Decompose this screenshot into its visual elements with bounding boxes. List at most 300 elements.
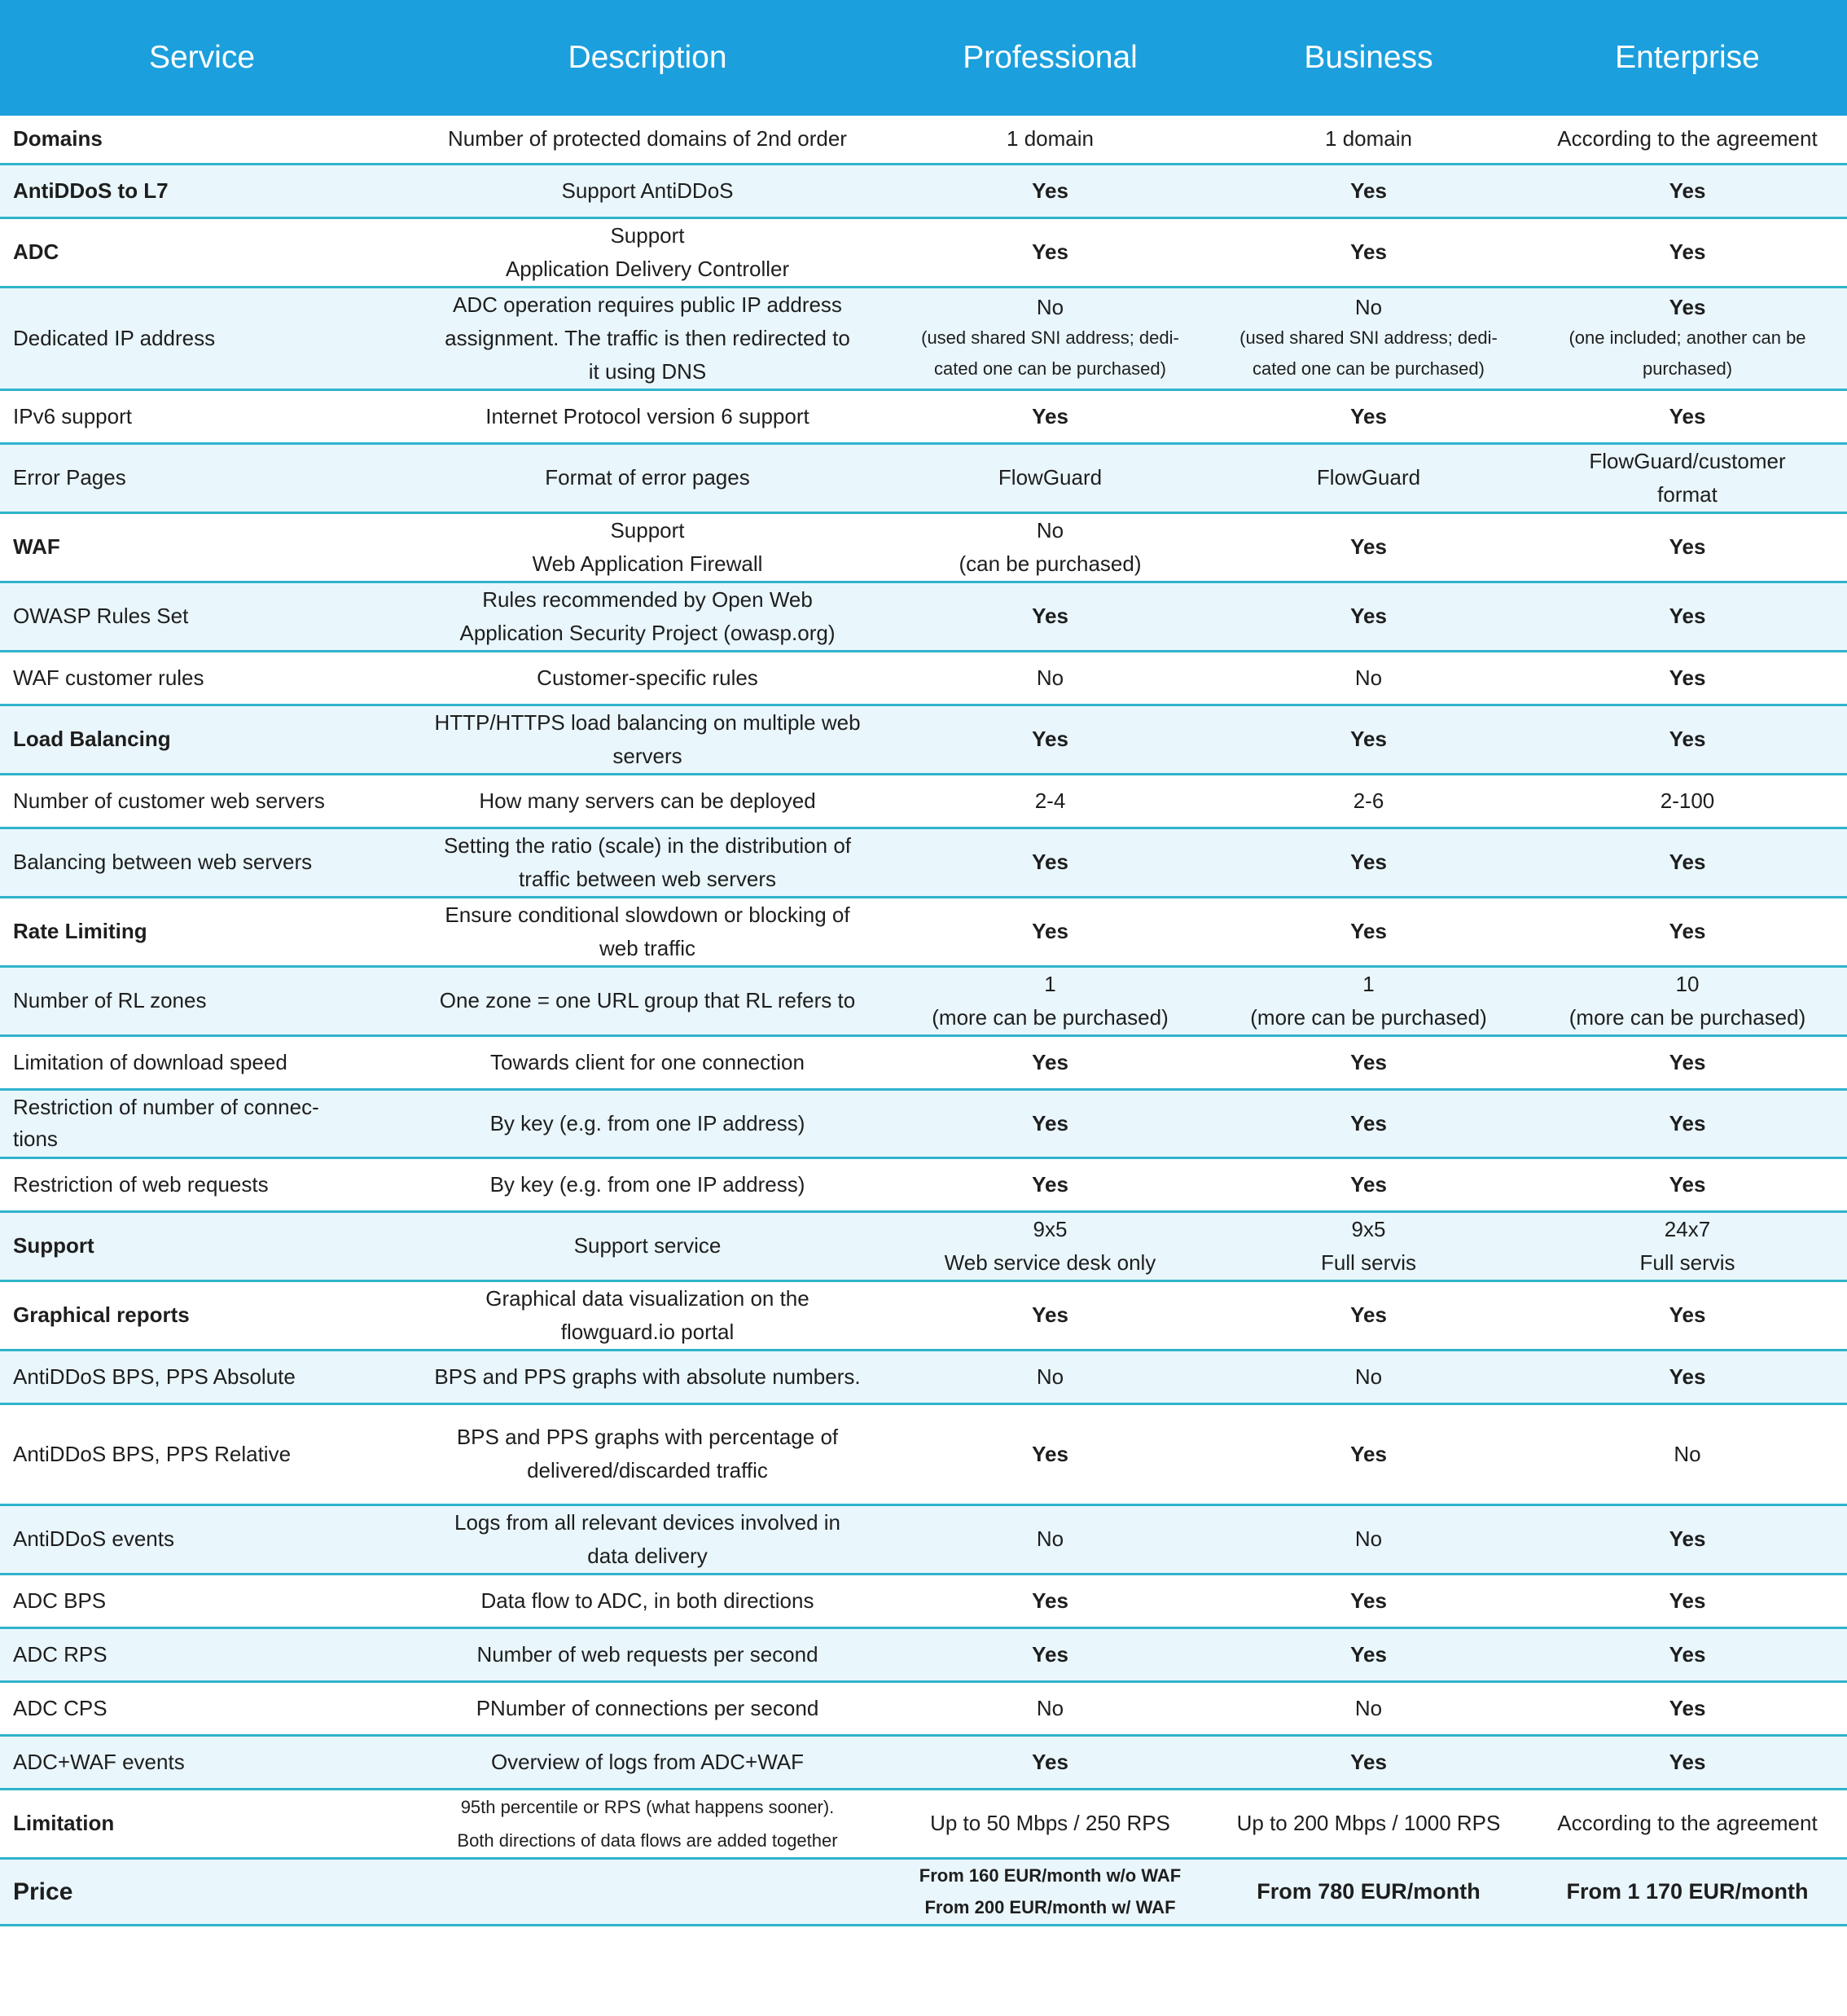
professional-price-line: From 200 EUR/month w/ WAF <box>924 1897 1176 1917</box>
description-cell <box>404 512 891 582</box>
description-line: Application Security Project (owasp.org) <box>459 620 836 645</box>
description-line: BPS and PPS graphs with percentage of <box>456 1425 839 1449</box>
description-cell <box>404 966 891 1035</box>
table-header <box>0 0 1847 116</box>
professional-value: Yes <box>1032 919 1068 943</box>
professional-cell <box>891 1504 1209 1574</box>
description-cell <box>404 217 891 287</box>
enterprise-cell <box>1528 512 1847 582</box>
enterprise-note: purchased) <box>1642 358 1733 379</box>
professional-value: Yes <box>1032 1302 1068 1327</box>
description-line: flowguard.io portal <box>560 1319 735 1344</box>
enterprise-cell <box>1528 1627 1847 1681</box>
service-cell: Error Pages <box>0 443 404 512</box>
description-line: assignment. The traffic is then redirected to <box>445 325 850 350</box>
professional-value: Up to 50 Mbps / 250 RPS <box>930 1811 1170 1835</box>
description-line: Support service <box>573 1233 722 1258</box>
description-line: data delivery <box>587 1543 708 1568</box>
professional-cell <box>891 1681 1209 1735</box>
price-description <box>404 1858 891 1925</box>
table-row <box>0 1627 1847 1681</box>
enterprise-note: (more can be purchased) <box>1568 1004 1806 1030</box>
professional-cell <box>891 1789 1209 1858</box>
service-cell: AntiDDoS events <box>0 1504 404 1574</box>
description-line: One zone = one URL group that RL refers to <box>439 988 856 1012</box>
business-cell <box>1209 1627 1528 1681</box>
description-line: Overview of logs from ADC+WAF <box>490 1749 805 1774</box>
business-value: Yes <box>1350 403 1387 428</box>
service-cell: Number of customer web servers <box>0 774 404 828</box>
professional-value: No <box>1036 295 1064 319</box>
business-cell <box>1209 1089 1528 1157</box>
enterprise-value: Yes <box>1669 1526 1706 1551</box>
enterprise-value: Yes <box>1669 850 1706 874</box>
description-cell <box>404 1789 891 1858</box>
enterprise-note: format <box>1657 481 1718 507</box>
table-row <box>0 1350 1847 1403</box>
enterprise-value: Yes <box>1669 604 1706 628</box>
professional-cell <box>891 287 1209 389</box>
service-cell: AntiDDoS BPS, PPS Absolute <box>0 1350 404 1403</box>
header-enterprise: Enterprise <box>1528 0 1847 116</box>
description-cell <box>404 164 891 217</box>
table-row <box>0 1211 1847 1280</box>
service-cell: ADC CPS <box>0 1681 404 1735</box>
description-line: web traffic <box>599 935 695 960</box>
enterprise-cell <box>1528 389 1847 443</box>
description-cell <box>404 1211 891 1280</box>
business-value: Yes <box>1350 727 1387 751</box>
service-cell: Domains <box>0 116 404 164</box>
table-row <box>0 1504 1847 1574</box>
business-value: No <box>1354 295 1383 319</box>
header-row <box>0 0 1847 116</box>
table-row <box>0 287 1847 389</box>
enterprise-value: Yes <box>1669 403 1706 428</box>
enterprise-value: Yes <box>1669 239 1706 264</box>
description-line: Rules recommended by Open Web <box>482 586 813 612</box>
table-row <box>0 164 1847 217</box>
description-line: Graphical data visualization on the <box>485 1285 809 1311</box>
description-line: How many servers can be deployed <box>479 788 816 813</box>
enterprise-cell <box>1528 705 1847 774</box>
enterprise-cell <box>1528 217 1847 287</box>
description-cell <box>404 705 891 774</box>
professional-cell <box>891 217 1209 287</box>
professional-cell <box>891 774 1209 828</box>
business-value: 2-6 <box>1353 788 1384 813</box>
professional-cell <box>891 1211 1209 1280</box>
table-row <box>0 582 1847 651</box>
professional-value: Yes <box>1032 178 1068 203</box>
description-cell <box>404 1403 891 1504</box>
table-row <box>0 966 1847 1035</box>
enterprise-value: 24x7 <box>1664 1216 1711 1241</box>
description-line: Application Delivery Controller <box>505 256 790 281</box>
enterprise-value: Yes <box>1669 1588 1706 1613</box>
business-note: (more can be purchased) <box>1250 1004 1487 1030</box>
description-cell <box>404 1350 891 1403</box>
enterprise-cell <box>1528 1681 1847 1735</box>
header-service: Service <box>0 0 404 116</box>
business-value: Yes <box>1350 604 1387 628</box>
enterprise-cell <box>1528 1211 1847 1280</box>
business-value: Yes <box>1350 1110 1387 1135</box>
enterprise-note: Full servis <box>1639 1250 1735 1275</box>
header-professional: Professional <box>891 0 1209 116</box>
enterprise-value: Yes <box>1669 919 1706 943</box>
description-cell <box>404 828 891 897</box>
business-cell <box>1209 287 1528 389</box>
enterprise-cell <box>1528 651 1847 705</box>
business-cell <box>1209 1574 1528 1627</box>
table-row <box>0 1789 1847 1858</box>
table-row <box>0 1574 1847 1627</box>
service-cell: Rate Limiting <box>0 897 404 966</box>
description-cell <box>404 1681 891 1735</box>
enterprise-value: 2-100 <box>1660 788 1715 813</box>
enterprise-cell <box>1528 1089 1847 1157</box>
professional-cell <box>891 1157 1209 1211</box>
enterprise-value: Yes <box>1669 1364 1706 1389</box>
service-cell: AntiDDoS BPS, PPS Relative <box>0 1403 404 1504</box>
business-cell <box>1209 389 1528 443</box>
header-description: Description <box>404 0 891 116</box>
business-value: Yes <box>1350 1441 1387 1466</box>
enterprise-cell <box>1528 582 1847 651</box>
enterprise-price: From 1 170 EUR/month <box>1528 1858 1847 1925</box>
table-row <box>0 897 1847 966</box>
enterprise-value: Yes <box>1669 1171 1706 1197</box>
business-cell <box>1209 1157 1528 1211</box>
enterprise-value: According to the agreement <box>1557 1811 1818 1835</box>
business-value: Yes <box>1350 1302 1387 1327</box>
business-cell <box>1209 1735 1528 1789</box>
description-line: BPS and PPS graphs with absolute numbers. <box>434 1364 861 1389</box>
description-line: Internet Protocol version 6 support <box>485 403 809 428</box>
enterprise-value: According to the agreement <box>1557 126 1818 152</box>
description-line: Number of protected domains of 2nd order <box>448 126 847 152</box>
business-cell <box>1209 1403 1528 1504</box>
professional-value: FlowGuard <box>998 465 1103 490</box>
enterprise-value: Yes <box>1669 534 1706 559</box>
table-row <box>0 1735 1847 1789</box>
enterprise-cell <box>1528 1157 1847 1211</box>
service-cell: Restriction of web requests <box>0 1157 404 1211</box>
business-cell <box>1209 1350 1528 1403</box>
business-cell <box>1209 164 1528 217</box>
business-cell <box>1209 1789 1528 1858</box>
professional-cell <box>891 966 1209 1035</box>
professional-cell <box>891 116 1209 164</box>
enterprise-value: Yes <box>1669 1695 1706 1720</box>
business-cell <box>1209 1504 1528 1574</box>
professional-value: Yes <box>1032 403 1068 428</box>
business-cell <box>1209 897 1528 966</box>
business-value: Up to 200 Mbps / 1000 RPS <box>1236 1811 1501 1835</box>
business-cell <box>1209 582 1528 651</box>
service-cell: OWASP Rules Set <box>0 582 404 651</box>
enterprise-cell <box>1528 1035 1847 1089</box>
professional-value: No <box>1036 1695 1064 1720</box>
service-cell: ADC <box>0 217 404 287</box>
description-line: ADC operation requires public IP address <box>453 292 842 317</box>
business-value: Yes <box>1350 1749 1387 1774</box>
professional-value: Yes <box>1032 1441 1068 1466</box>
description-line: it using DNS <box>588 358 707 384</box>
description-line: Logs from all relevant devices involved in <box>454 1509 841 1535</box>
business-cell <box>1209 1211 1528 1280</box>
service-cell: Limitation of download speed <box>0 1035 404 1089</box>
description-cell <box>404 774 891 828</box>
professional-cell <box>891 1735 1209 1789</box>
description-line: Setting the ratio (scale) in the distribution of <box>443 832 852 858</box>
table-row <box>0 1681 1847 1735</box>
enterprise-cell <box>1528 164 1847 217</box>
professional-note: (more can be purchased) <box>932 1004 1169 1030</box>
business-note: Full servis <box>1320 1250 1416 1275</box>
description-line: Both directions of data flows are added together <box>457 1829 838 1851</box>
enterprise-value: Yes <box>1669 1302 1706 1327</box>
description-cell <box>404 1157 891 1211</box>
price-row <box>0 1858 1847 1925</box>
professional-cell <box>891 651 1209 705</box>
description-line: By key (e.g. from one IP address) <box>489 1110 805 1135</box>
enterprise-cell <box>1528 897 1847 966</box>
service-cell: IPv6 support <box>0 389 404 443</box>
service-cell: ADC RPS <box>0 1627 404 1681</box>
enterprise-cell <box>1528 966 1847 1035</box>
enterprise-value: Yes <box>1669 665 1706 690</box>
professional-value: Yes <box>1032 1049 1068 1074</box>
enterprise-value: Yes <box>1669 1049 1706 1074</box>
description-line: Towards client for one connection <box>490 1049 805 1074</box>
business-value: FlowGuard <box>1316 465 1421 490</box>
table-row <box>0 1403 1847 1504</box>
enterprise-cell <box>1528 774 1847 828</box>
description-cell <box>404 651 891 705</box>
professional-price <box>891 1858 1209 1925</box>
professional-cell <box>891 897 1209 966</box>
table-row <box>0 774 1847 828</box>
description-line: Web Application Firewall <box>532 551 763 576</box>
business-value: Yes <box>1350 178 1387 203</box>
professional-value: Yes <box>1032 850 1068 874</box>
description-cell <box>404 582 891 651</box>
description-cell <box>404 1035 891 1089</box>
enterprise-cell <box>1528 1403 1847 1504</box>
enterprise-cell <box>1528 1574 1847 1627</box>
business-value: No <box>1354 1695 1383 1720</box>
professional-value: No <box>1036 665 1064 690</box>
professional-cell <box>891 1403 1209 1504</box>
business-cell <box>1209 1035 1528 1089</box>
business-value: 1 <box>1362 971 1375 996</box>
enterprise-cell <box>1528 1504 1847 1574</box>
professional-cell <box>891 1280 1209 1350</box>
professional-value: Yes <box>1032 1749 1068 1774</box>
description-line: Support <box>610 222 685 248</box>
professional-price-line: From 160 EUR/month w/o WAF <box>919 1865 1182 1886</box>
business-value: No <box>1354 1526 1383 1551</box>
service-cell: WAF <box>0 512 404 582</box>
professional-note: Web service desk only <box>944 1250 1156 1275</box>
professional-cell <box>891 512 1209 582</box>
professional-cell <box>891 1035 1209 1089</box>
business-cell <box>1209 1681 1528 1735</box>
service-label-line: Restriction of number of connec- <box>13 1095 319 1119</box>
business-value: No <box>1354 665 1383 690</box>
table-row <box>0 1035 1847 1089</box>
description-line: 95th percentile or RPS (what happens sooner). <box>460 1796 835 1817</box>
professional-cell <box>891 705 1209 774</box>
business-cell <box>1209 966 1528 1035</box>
enterprise-value: Yes <box>1669 727 1706 751</box>
description-line: Format of error pages <box>545 465 750 490</box>
professional-cell <box>891 1089 1209 1157</box>
professional-value: Yes <box>1032 1588 1068 1613</box>
business-cell <box>1209 828 1528 897</box>
description-line: Support <box>610 517 685 542</box>
description-cell <box>404 443 891 512</box>
business-cell <box>1209 217 1528 287</box>
table-row <box>0 512 1847 582</box>
table-row <box>0 389 1847 443</box>
enterprise-value: Yes <box>1669 1110 1706 1135</box>
business-note: (used shared SNI address; dedi- <box>1239 327 1498 348</box>
professional-cell <box>891 828 1209 897</box>
description-line: HTTP/HTTPS load balancing on multiple web <box>434 709 861 735</box>
table-row <box>0 116 1847 164</box>
service-cell <box>0 1089 404 1157</box>
description-line: Number of web requests per second <box>476 1641 818 1667</box>
business-cell <box>1209 116 1528 164</box>
enterprise-value: Yes <box>1669 1641 1706 1667</box>
business-note: cated one can be purchased) <box>1253 358 1485 379</box>
description-line: delivered/discarded traffic <box>527 1458 768 1482</box>
professional-value: Yes <box>1032 727 1068 751</box>
enterprise-cell <box>1528 1280 1847 1350</box>
business-value: Yes <box>1350 919 1387 943</box>
enterprise-value: Yes <box>1669 178 1706 203</box>
service-cell: ADC BPS <box>0 1574 404 1627</box>
professional-value: Yes <box>1032 604 1068 628</box>
professional-value: Yes <box>1032 1171 1068 1197</box>
professional-cell <box>891 1350 1209 1403</box>
description-cell <box>404 1280 891 1350</box>
business-value: Yes <box>1350 850 1387 874</box>
professional-value: Yes <box>1032 1110 1068 1135</box>
description-cell <box>404 1089 891 1157</box>
description-line: Ensure conditional slowdown or blocking of <box>445 902 850 927</box>
professional-value: 1 <box>1044 971 1056 996</box>
service-cell: Support <box>0 1211 404 1280</box>
enterprise-cell <box>1528 443 1847 512</box>
business-value: Yes <box>1350 1049 1387 1074</box>
professional-note: cated one can be purchased) <box>934 358 1166 379</box>
service-cell: Graphical reports <box>0 1280 404 1350</box>
table-row <box>0 705 1847 774</box>
description-cell <box>404 389 891 443</box>
professional-value: Yes <box>1032 239 1068 264</box>
professional-cell <box>891 1627 1209 1681</box>
table-row <box>0 1280 1847 1350</box>
business-cell <box>1209 512 1528 582</box>
enterprise-value: 10 <box>1675 971 1700 996</box>
enterprise-cell <box>1528 828 1847 897</box>
professional-value: 9x5 <box>1033 1216 1068 1241</box>
enterprise-cell <box>1528 1789 1847 1858</box>
business-value: Yes <box>1350 1641 1387 1667</box>
table-row <box>0 828 1847 897</box>
table-row <box>0 443 1847 512</box>
professional-value: No <box>1036 1526 1064 1551</box>
description-line: servers <box>612 743 682 768</box>
description-cell <box>404 287 891 389</box>
business-price: From 780 EUR/month <box>1209 1858 1528 1925</box>
enterprise-value: Yes <box>1669 295 1706 319</box>
description-line: Support AntiDDoS <box>561 178 734 203</box>
description-cell <box>404 1574 891 1627</box>
professional-value: No <box>1036 1364 1064 1389</box>
description-cell <box>404 1627 891 1681</box>
professional-cell <box>891 389 1209 443</box>
professional-value: 1 domain <box>1007 126 1094 152</box>
table-row <box>0 1089 1847 1157</box>
business-cell <box>1209 1280 1528 1350</box>
service-cell: ADC+WAF events <box>0 1735 404 1789</box>
description-line: Customer-specific rules <box>537 665 758 690</box>
service-cell: Balancing between web servers <box>0 828 404 897</box>
business-cell <box>1209 705 1528 774</box>
description-line: By key (e.g. from one IP address) <box>489 1171 805 1197</box>
professional-value: No <box>1036 517 1064 542</box>
enterprise-value: Yes <box>1669 1749 1706 1774</box>
business-value: Yes <box>1350 239 1387 264</box>
business-value: No <box>1354 1364 1383 1389</box>
service-cell: WAF customer rules <box>0 651 404 705</box>
service-label-line: tions <box>13 1127 58 1151</box>
description-cell <box>404 1504 891 1574</box>
business-cell <box>1209 774 1528 828</box>
professional-cell <box>891 443 1209 512</box>
enterprise-cell <box>1528 1735 1847 1789</box>
enterprise-note: (one included; another can be <box>1568 327 1806 348</box>
business-value: Yes <box>1350 1171 1387 1197</box>
professional-note: (used shared SNI address; dedi- <box>921 327 1179 348</box>
business-value: 1 domain <box>1325 126 1412 152</box>
enterprise-value: FlowGuard/customer <box>1589 448 1786 473</box>
enterprise-cell <box>1528 287 1847 389</box>
enterprise-value: No <box>1674 1441 1701 1466</box>
enterprise-cell <box>1528 1350 1847 1403</box>
business-value: 9x5 <box>1351 1216 1386 1241</box>
professional-cell <box>891 164 1209 217</box>
business-value: Yes <box>1350 1588 1387 1613</box>
service-cell: Load Balancing <box>0 705 404 774</box>
price-label: Price <box>0 1858 404 1925</box>
header-business: Business <box>1209 0 1528 116</box>
business-cell <box>1209 651 1528 705</box>
professional-cell <box>891 1574 1209 1627</box>
table-body <box>0 116 1847 1925</box>
professional-value: Yes <box>1032 1641 1068 1667</box>
description-cell <box>404 116 891 164</box>
table-row <box>0 1157 1847 1211</box>
description-cell <box>404 1735 891 1789</box>
service-cell: Number of RL zones <box>0 966 404 1035</box>
description-line: PNumber of connections per second <box>476 1695 819 1720</box>
